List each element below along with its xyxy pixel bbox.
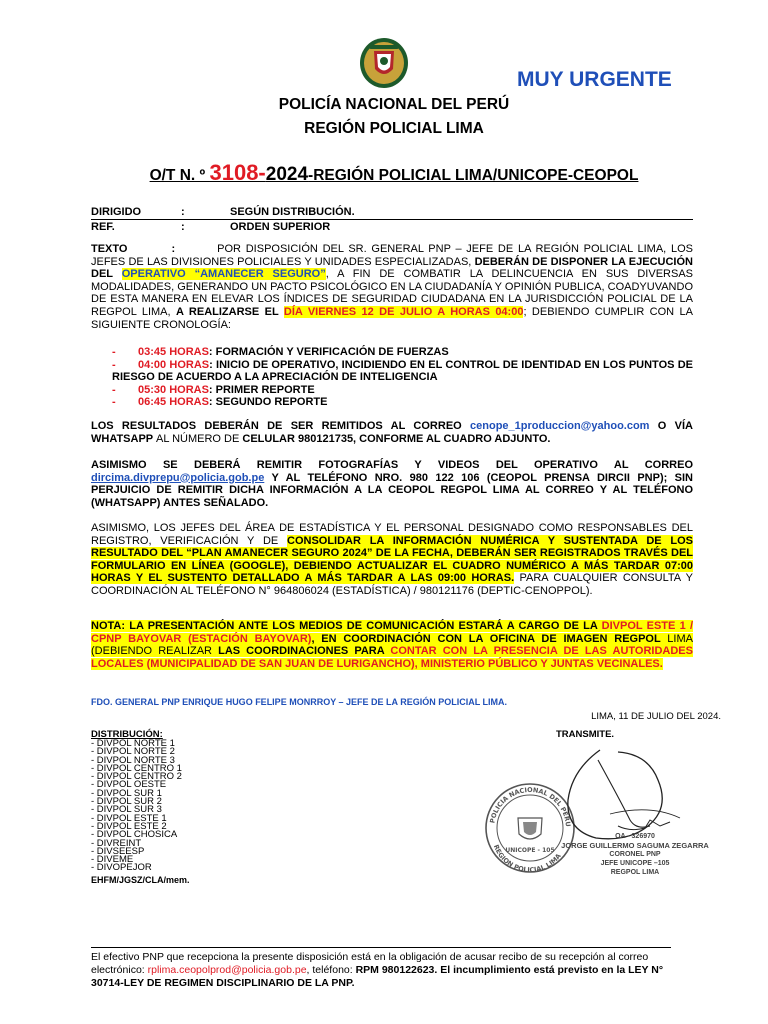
urgency-label: MUY URGENTE [517, 68, 672, 91]
results-email-link[interactable]: cenope_1produccion@yahoo.com [470, 420, 650, 432]
list-item: - DIVPOL SUR 2 [91, 796, 162, 808]
list-item: - DIVPOL ESTE 1 [91, 812, 167, 824]
signer-unit: REGPOL LIMA [610, 869, 660, 876]
distribution-list [91, 740, 182, 873]
list-item: - DIVSEESP [91, 845, 145, 857]
texto-paragraph: TEXTO : POR DISPOSICIÓN DEL SR. GENERAL PNP – JEFE DE LA REGIÓN POLICIAL LIMA, LOS JEFES DE LAS DIVISIONES POLICIALES Y UNIDADES ESPECIALIZADAS, DEBERÁN DE DISPONER LA EJECUCIÓN DEL OPERATIVO “AMANECER SEGURO”, A FIN DE COMBATIR LA DELINCUENCIA EN SUS DIVERSAS MODALIDADES, GENERANDO UN PACTO PSICOLÓGICO EN LA CIUDADANÍA Y OPINIÓN PUBLICA, COADYUVANDO DE ESTA MANERA EN ELEVAR LOS ÍNDICES DE SEGURIDAD CIUDADANA EN LA JURISDICCIÓN POLICIAL DE LA REGPOL LIMA, A REALIZARSE EL DÍA VIERNES 12 DE JULIO A HORAS 04:00; DEBIENDO CUMPLIR CON LA SIGUIENTE CRONOLOGÍA: [91, 243, 693, 331]
list-item: - DIVREINT [91, 837, 142, 849]
signer-name: JORGE GUILLERMO SAGUMA ZEGARRA [561, 841, 709, 850]
ot-year: 2024 [265, 164, 309, 185]
list-item: - DIVPOL OESTE [91, 779, 167, 791]
photos-email-link[interactable]: dircima.divprepu@policia.gob.pe [91, 471, 265, 484]
org-name: POLICÍA NACIONAL DEL PERÚ [278, 96, 510, 113]
list-item: - 03:45 HORAS: FORMACIÓN Y VERIFICACIÓN DE FUERZAS [112, 346, 449, 358]
footer-email-link[interactable]: rplima.ceopolprod@policia.gob.pe [147, 964, 307, 976]
list-item: - 04:00 HORAS: INICIO DE OPERATIVO, INCIDIENDO EN EL CONTROL DE IDENTIDAD EN LOS PUNTOS DE RIESGO DE ACUERDO A LA APRECIACIÓN DE INTELIGENCIA [112, 358, 693, 384]
operation-date: DÍA VIERNES 12 DE JULIO A HORAS 04:00 [283, 305, 524, 318]
list-item: - DIVOPEJOR [91, 862, 152, 874]
list-item: - DIVPOL NORTE 1 [91, 738, 175, 749]
signed-by-line: FDO. GENERAL PNP ENRIQUE HUGO FELIPE MONRROY – JEFE DE LA REGIÓN POLICIAL LIMA. [91, 697, 508, 707]
svg-text:POLICIA NACIONAL DEL PERU [488, 786, 572, 827]
results-paragraph: LOS RESULTADOS DEBERÁN DE SER REMITIDOS AL CORREO cenope_1produccion@yahoo.com O VÍA WHATSAPP AL NÚMERO DE CELULAR 980121735, CONFORME AL CUADRO ADJUNTO. [91, 420, 693, 445]
photos-paragraph: ASIMISMO SE DEBERÁ REMITIR FOTOGRAFÍAS Y VIDEOS DEL OPERATIVO AL CORREO dircima.divprepu@policia.gob.pe Y AL TELÉFONO NRO. 980 122 106 (CEOPOL PRENSA DIRCII PNP); SIN PERJUICIO DE REMITIR DICHA INFORMACIÓN A LA CEOPOL REGPOL LIMA AL CORREO Y AL TELÉFONO (WHATSAPP) ANTES SEÑALADO. [91, 459, 693, 509]
handwritten-signature-icon [568, 750, 680, 839]
divider [91, 219, 693, 220]
footer-divider [91, 947, 671, 948]
signer-post: JEFE UNICOPE –105 [600, 860, 670, 867]
statistics-paragraph: ASIMISMO, LOS JEFES DEL ÁREA DE ESTADÍSTICA Y EL PERSONAL DESIGNADO COMO RESPONSABLES DEL REGISTRO, VERIFICACIÓN Y DE CONSOLIDAR LA INFORMACIÓN NUMÉRICA Y SUSTENTADA DE LOS RESULTADO DEL “PLAN AMANECER SEGURO 2024” DE LA FECHA, DEBERÁN SER REGISTRADOS TRAVÉS DEL FORMULARIO EN LÍNEA (GOOGLE), DEBIENDO ACTUALIZAR EL CUADRO NUMÉRICO A MÁS TARDAR 07:00 HORAS Y EL SUSTENTO DETALLADO A MÁS TARDAR A LAS 09:00 HORAS. PARA CUALQUIER CONSULTA Y COORDINACIÓN AL TELÉFONO N° 964806024 (ESTADÍSTICA) / 980121176 (DEPTIC-CENOPPOL). [91, 522, 693, 597]
list-item: - DIVPOL NORTE 2 [91, 746, 175, 758]
document-date: LIMA, 11 DE JULIO DEL 2024. [591, 711, 721, 722]
initials: EHFM/JGSZ/CLA/mem. [91, 875, 190, 885]
distribution-title: DISTRIBUCIÓN: [91, 729, 163, 740]
list-item: - DIVEME [91, 854, 134, 866]
signer-code: OA - 326970 [615, 833, 655, 840]
stamp-center-text: UNICOPE - 105 [505, 847, 555, 854]
stamp-top-text: POLICIA NACIONAL DEL PERU [488, 785, 573, 828]
list-item: - DIVPOL ESTE 2 [91, 820, 167, 832]
list-item: - DIVPOL SUR 3 [91, 804, 162, 816]
list-item: - DIVPOL SUR 1 [91, 787, 162, 799]
list-item: - DIVPOL CENTRO 1 [91, 762, 182, 774]
list-item: - DIVPOL CENTRO 2 [91, 771, 182, 783]
list-item: - DIVPOL NORTE 3 [91, 754, 175, 766]
document-number: O/T N. º 3108-2024-REGIÓN POLICIAL LIMA/UNICOPE-CEOPOL [149, 160, 639, 185]
note-paragraph: NOTA: LA PRESENTACIÓN ANTE LOS MEDIOS DE COMUNICACIÓN ESTARÁ A CARGO DE LA DIVPOL ESTE 1 / CPNP BAYOVAR (ESTACIÓN BAYOVAR), EN COORDINACIÓN CON LA OFICINA DE IMAGEN REGPOL LIMA (DEBIENDO REALIZAR LAS COORDINACIONES PARA CONTAR CON LA PRESENCIA DE LAS AUTORIDADES LOCALES (MUNICIPALIDAD DE SAN JUAN DE LURIGANCHO), MINISTERIO PÚBLICO Y JUNTAS VECINALES. [91, 620, 693, 670]
list-item: - 05:30 HORAS: PRIMER REPORTE [112, 383, 315, 396]
transmite-label: TRANSMITE. [556, 729, 615, 740]
list-item: - DIVPOL CHOSICA [91, 829, 178, 841]
ot-number: 3108- [209, 160, 266, 185]
chronology-list [91, 346, 693, 409]
operation-name: OPERATIVO “AMANECER SEGURO” [121, 268, 326, 281]
stamp-bottom-text: REGION POLICIAL LIMA [491, 843, 563, 875]
footer-note: El efectivo PNP que recepciona la presente disposición está en la obligación de acusar recibo de su recepción al correo electrónico: rplima.ceopolprod@policia.gob.pe, teléfono: RPM 980122623. El incumplimiento está previsto en la LEY N° 30714-LEY DE REGIMEN DISCIPLINARIO DE LA PNP. [91, 951, 664, 989]
pnp-emblem-icon [359, 37, 409, 89]
signer-rank: CORONEL PNP [609, 851, 661, 858]
org-region: REGIÓN POLICIAL LIMA [304, 120, 484, 137]
list-item: - 06:45 HORAS: SEGUNDO REPORTE [112, 396, 328, 409]
